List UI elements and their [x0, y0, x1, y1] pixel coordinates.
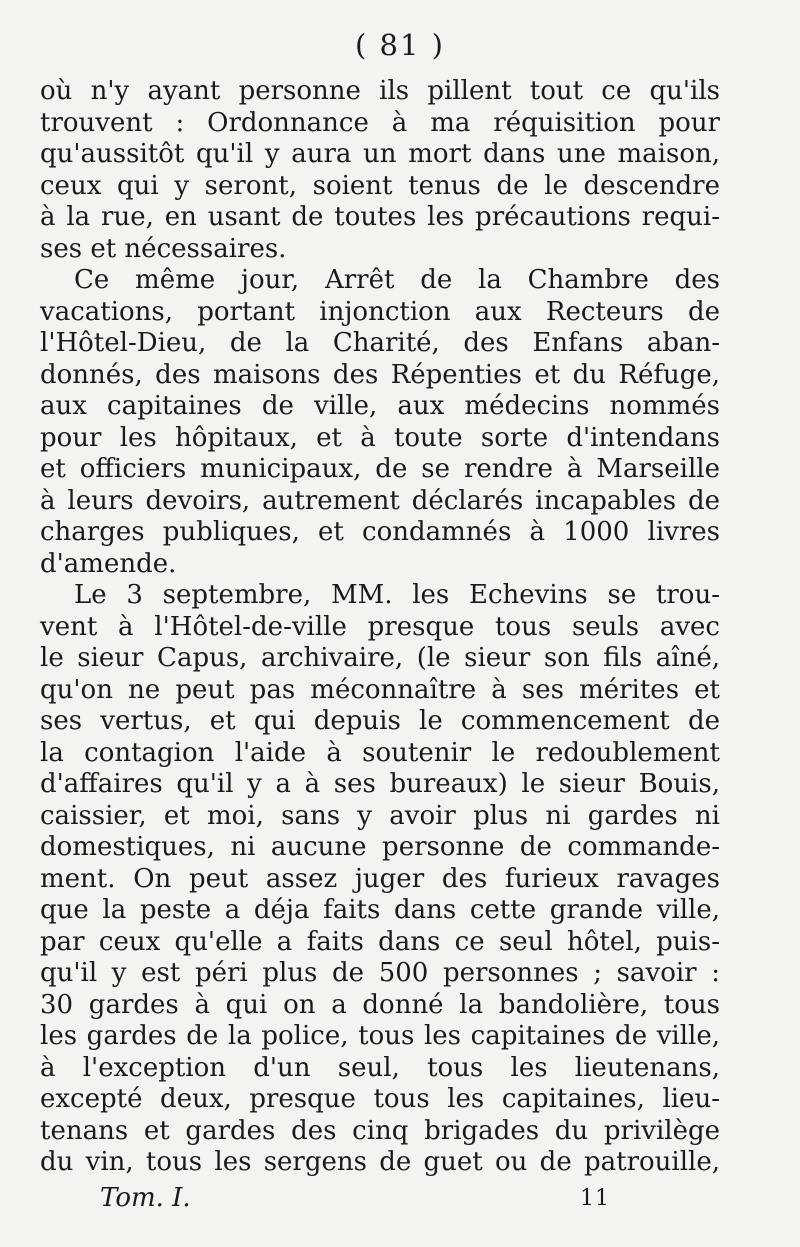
text-line: par ceux qu'elle a faits dans ce seul hôtel, puis- [40, 926, 720, 957]
text-line: qu'aussitôt qu'il y aura un mort dans une maison, [40, 139, 720, 169]
text-line: que la peste a déja faits dans cette grande ville, [40, 895, 720, 925]
text-line: trouvent : Ordonnance à ma réquisition pour [40, 107, 720, 138]
text-line: la contagion l'aide à soutenir le redoublement [40, 737, 720, 768]
volume-marker: Tom. I. [100, 1183, 191, 1213]
text-line: à leurs devoirs, autrement déclarés incapables de [40, 485, 720, 516]
text-line: Ce même jour, Arrêt de la Chambre des [74, 265, 720, 295]
text-line: et officiers municipaux, de se rendre à Marseille [40, 454, 720, 484]
text-line: d'affaires qu'il y a à ses bureaux) le sieur Bouis, [40, 769, 720, 799]
text-line: à l'exception d'un seul, tous les lieutenans, [40, 1052, 720, 1083]
text-line: à la rue, en usant de toutes les précautions requi- [40, 202, 720, 232]
text-line: vent à l'Hôtel-de-ville presque tous seuls avec [40, 611, 720, 642]
text-line: où n'y ayant personne ils pillent tout ce qu'ils [40, 76, 720, 106]
text-line: qu'on ne peut pas méconnaître à ses mérites et [40, 674, 720, 705]
text-line: l'Hôtel-Dieu, de la Charité, des Enfans aban- [40, 328, 720, 358]
text-line: le sieur Capus, archivaire, (le sieur son fils aîné, [40, 643, 720, 673]
text-line: tenans et gardes des cinq brigades du privilège [40, 1115, 720, 1146]
text-line: ses vertus, et qui depuis le commencement de [40, 706, 720, 736]
text-line: ceux qui y seront, soient tenus de le descendre [40, 170, 720, 201]
text-line: les gardes de la police, tous les capitaines de ville, [40, 1021, 720, 1051]
text-line: ment. On peut assez juger des furieux ravages [40, 863, 720, 894]
text-line: Le 3 septembre, MM. les Echevins se trou- [74, 580, 720, 610]
text-line: ses et nécessaires. [40, 233, 287, 264]
text-line: du vin, tous les sergens de guet ou de patrouille, [40, 1147, 720, 1177]
text-line: aux capitaines de ville, aux médecins nommés [40, 391, 720, 421]
body-text [40, 76, 720, 1179]
text-line: d'amende. [40, 548, 177, 579]
text-line: vacations, portant injonction aux Recteurs de [40, 296, 720, 327]
text-line: charges publiques, et condamnés à 1000 livres [40, 517, 720, 547]
text-line: domestiques, ni aucune personne de commande- [40, 832, 720, 862]
text-line: excepté deux, presque tous les capitaines, lieu- [40, 1084, 720, 1114]
text-line: qu'il y est péri plus de 500 personnes ; savoir : [40, 958, 720, 988]
signature-mark: 11 [580, 1186, 610, 1211]
text-line: donnés, des maisons des Répenties et du Réfuge, [40, 359, 720, 390]
page-number: ( 81 ) [355, 28, 445, 62]
text-line: pour les hôpitaux, et à toute sorte d'intendans [40, 422, 720, 453]
text-line: 30 gardes à qui on a donné la bandolière, tous [40, 989, 720, 1020]
text-line: caissier, et moi, sans y avoir plus ni gardes ni [40, 800, 720, 831]
